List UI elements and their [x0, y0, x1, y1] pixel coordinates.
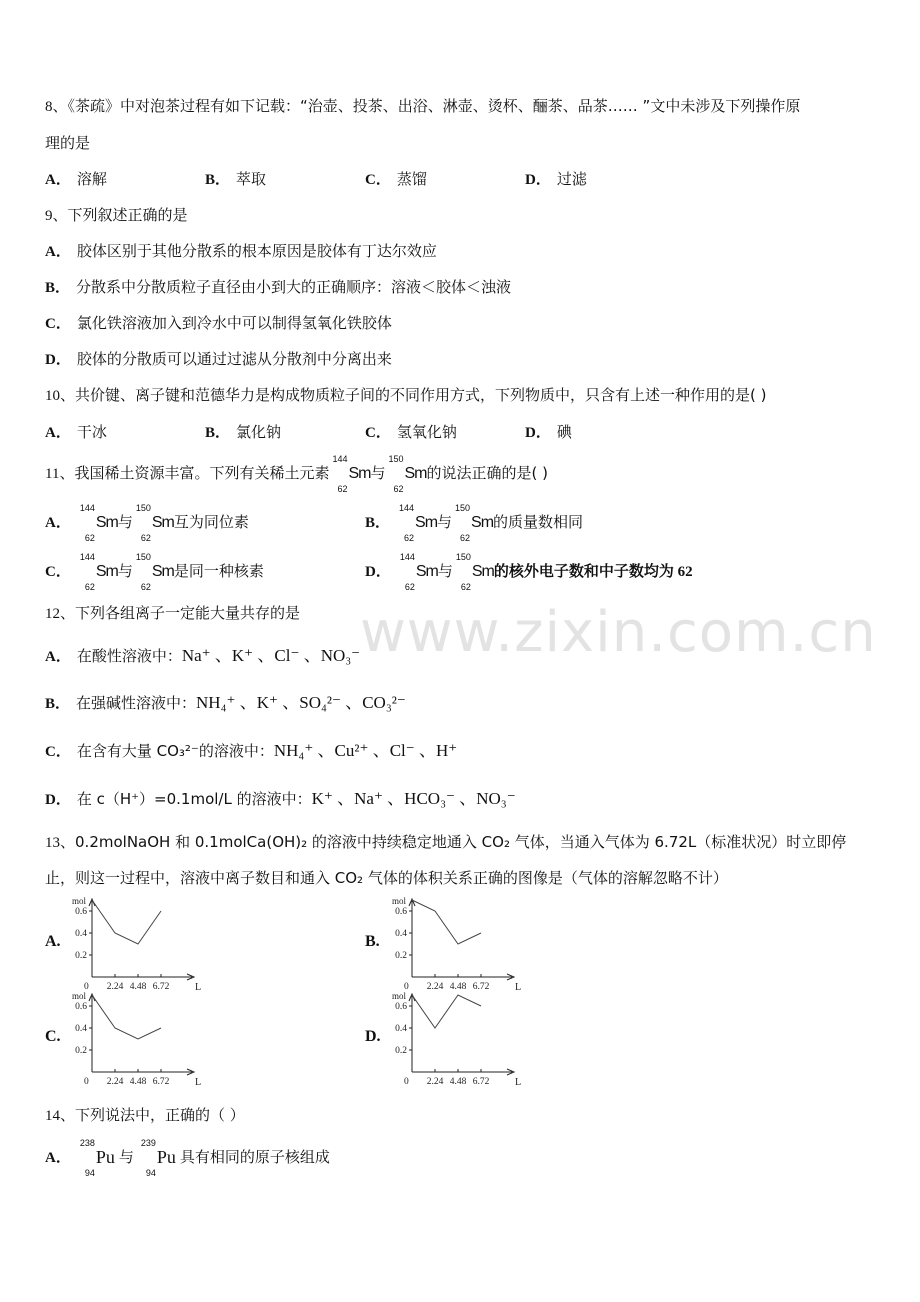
question-text: 理的是 — [45, 134, 91, 152]
atomic-number: 62 — [337, 484, 348, 494]
mass-number: 144 — [79, 503, 95, 513]
option-label: B． — [45, 696, 71, 712]
option-label: B． — [45, 280, 71, 296]
option-text: 的质量数相同 — [493, 513, 584, 531]
atomic-number: 62 — [460, 533, 471, 543]
option-text: 碘 — [556, 423, 572, 441]
atomic-number: 62 — [140, 582, 151, 592]
q11-option-a[interactable] — [45, 503, 249, 543]
svg-text:4.48: 4.48 — [449, 982, 467, 990]
q14-option-a[interactable] — [45, 1138, 330, 1178]
nuclide-sm-150 — [385, 454, 427, 494]
q11-option-b[interactable] — [365, 503, 584, 543]
option-text: 过滤 — [556, 170, 587, 188]
q12-option-d[interactable] — [45, 789, 516, 810]
connector-text: 与 — [117, 513, 133, 531]
svg-text:0: 0 — [84, 1077, 89, 1085]
option-label: B． — [205, 172, 231, 188]
svg-text:L: L — [515, 1077, 522, 1085]
option-label: B. — [365, 933, 380, 950]
q10-option-a[interactable] — [45, 422, 107, 443]
option-label: A． — [45, 425, 71, 441]
option-label: A． — [45, 172, 71, 188]
nuclide-sm-150 — [133, 503, 174, 543]
option-label: A． — [45, 649, 71, 665]
option-text: 是同一种核素 — [173, 562, 264, 580]
question-text: 共价键、离子键和范德华力是构成物质粒子间的不同作用方式，下列物质中，只含有上述一种作用的是( ) — [75, 386, 767, 404]
svg-text:2.24: 2.24 — [106, 982, 124, 990]
atomic-number: 94 — [145, 1168, 156, 1178]
option-label: C． — [45, 564, 71, 580]
ion-list: NH₄⁺ 、K⁺ 、SO₄²⁻ 、CO₃²⁻ — [196, 693, 406, 712]
svg-text:mol: mol — [72, 991, 87, 1001]
q8-option-b[interactable] — [205, 169, 266, 190]
q10-option-d[interactable] — [525, 422, 572, 443]
question-13-stem — [45, 832, 846, 853]
atomic-number: 62 — [140, 533, 151, 543]
option-label: C． — [45, 744, 71, 760]
svg-text:2.24: 2.24 — [426, 982, 444, 990]
question-number: 13、 — [45, 835, 76, 851]
option-text: 互为同位素 — [173, 513, 249, 531]
option-label: C． — [365, 172, 391, 188]
svg-text:L: L — [515, 982, 522, 990]
option-text: 在含有大量 CO₃²⁻的溶液中： — [76, 742, 274, 760]
mass-number: 144 — [332, 454, 348, 464]
question-number: 11、 — [45, 466, 75, 482]
option-label: D． — [525, 425, 551, 441]
question-12-stem — [45, 603, 300, 624]
svg-text:2.24: 2.24 — [426, 1077, 444, 1085]
ion-list: NH₄⁺ 、Cu²⁺ 、Cl⁻ 、H⁺ — [273, 741, 458, 760]
mass-number: 239 — [140, 1138, 156, 1148]
svg-text:2.24: 2.24 — [106, 1077, 124, 1085]
mass-number: 144 — [399, 552, 415, 562]
option-label: D． — [45, 792, 71, 808]
atomic-number: 62 — [404, 533, 415, 543]
q11-option-d[interactable] — [365, 552, 693, 592]
option-text: 氢氧化钠 — [396, 423, 457, 441]
q12-option-a[interactable] — [45, 646, 360, 667]
option-text: 在酸性溶液中： — [76, 647, 182, 665]
question-number: 8、 — [45, 99, 68, 115]
q12-option-c[interactable] — [45, 741, 457, 762]
question-14-stem — [45, 1105, 245, 1126]
svg-text:0.6: 0.6 — [395, 1002, 407, 1012]
nuclide-sm-150 — [452, 503, 494, 543]
option-text: 在 c（H⁺）=0.1mol/L 的溶液中： — [76, 790, 312, 808]
svg-text:0.2: 0.2 — [395, 1046, 407, 1056]
mass-number: 144 — [79, 552, 95, 562]
question-10-stem — [45, 385, 767, 406]
option-label: A． — [45, 244, 71, 260]
svg-text:0.2: 0.2 — [75, 951, 87, 961]
element-symbol: Sm — [95, 563, 118, 580]
line-chart — [67, 990, 217, 1085]
option-text: 胶体区别于其他分散系的根本原因是胶体有丁达尔效应 — [76, 242, 437, 260]
q8-option-c[interactable] — [365, 169, 427, 190]
svg-text:0.6: 0.6 — [395, 907, 407, 917]
connector-text: 与 — [117, 562, 133, 580]
svg-text:4.48: 4.48 — [129, 982, 147, 990]
element-symbol: Sm — [471, 563, 494, 580]
option-label: D． — [365, 564, 391, 580]
q9-option-a[interactable] — [45, 241, 437, 262]
mass-number: 150 — [135, 552, 151, 562]
question-number: 9、 — [45, 208, 68, 224]
nuclide-sm-144 — [77, 552, 118, 592]
option-label: D． — [525, 172, 551, 188]
option-label: B． — [365, 515, 391, 531]
question-9-stem — [45, 205, 188, 226]
svg-text:0.6: 0.6 — [75, 907, 87, 917]
question-text: 止，则这一过程中，溶液中离子数目和通入 CO₂ 气体的体积关系正确的图像是（气体的溶解忽略不计） — [45, 869, 728, 887]
question-8-stem — [45, 96, 800, 117]
option-label: C． — [45, 316, 71, 332]
q9-option-c[interactable] — [45, 313, 392, 334]
option-text: 具有相同的原子核组成 — [179, 1148, 330, 1166]
svg-text:6.72: 6.72 — [152, 1077, 170, 1085]
question-text: 我国稀土资源丰富。下列有关稀土元素 — [74, 464, 330, 482]
svg-text:0.4: 0.4 — [75, 929, 87, 939]
q9-option-d[interactable] — [45, 349, 392, 370]
element-symbol: Sm — [415, 514, 438, 531]
svg-text:0.4: 0.4 — [75, 1024, 87, 1034]
connector-text: 与 — [118, 1148, 134, 1166]
question-number: 12、 — [45, 606, 76, 622]
option-text: 分散系中分散质粒子直径由小到大的正确顺序：溶液＜胶体＜浊液 — [76, 278, 512, 296]
element-symbol: Sm — [348, 465, 371, 482]
question-11-stem — [45, 454, 548, 494]
question-number: 10、 — [45, 388, 76, 404]
mass-number: 238 — [79, 1138, 95, 1148]
question-text: 《茶疏》中对泡茶过程有如下记载：“治壶、投茶、出浴、淋壶、烫杯、酾茶、品茶…… ”文中未涉及下列操作原 — [67, 97, 801, 115]
option-text: 干冰 — [76, 423, 107, 441]
watermark: www.zixin.com.cn — [360, 600, 877, 665]
nuclide-sm-150 — [453, 552, 494, 592]
connector-text: 与 — [370, 464, 386, 482]
option-label: A． — [45, 1150, 71, 1166]
ion-list: Na⁺ 、K⁺ 、Cl⁻ 、NO₃⁻ — [181, 646, 361, 665]
atomic-number: 62 — [84, 533, 95, 543]
svg-text:0: 0 — [84, 982, 89, 990]
question-8-stem-cont — [45, 133, 90, 153]
question-text: 下列叙述正确的是 — [67, 206, 188, 224]
svg-text:0: 0 — [404, 982, 409, 990]
q12-option-b[interactable] — [45, 693, 406, 714]
question-text: 的说法正确的是( ) — [426, 464, 548, 482]
option-label: A． — [45, 515, 71, 531]
svg-text:6.72: 6.72 — [152, 982, 170, 990]
mass-number: 144 — [398, 503, 415, 513]
question-text: 下列各组离子一定能大量共存的是 — [75, 604, 301, 622]
element-symbol: Sm — [415, 563, 438, 580]
mass-number: 150 — [135, 503, 151, 513]
nuclide-sm-150 — [133, 552, 174, 592]
q8-option-a[interactable] — [45, 169, 107, 190]
question-13-stem-cont — [45, 868, 728, 888]
nuclide-pu-238 — [77, 1138, 115, 1178]
svg-text:L: L — [195, 982, 202, 990]
atomic-number: 62 — [393, 484, 404, 494]
mass-number: 150 — [455, 552, 471, 562]
question-text: 0.2molNaOH 和 0.1molCa(OH)₂ 的溶液中持续稳定地通入 CO₂ 气体，当通入气体为 6.72L（标准状况）时立即停 — [75, 833, 847, 851]
atomic-number: 62 — [84, 582, 95, 592]
svg-text:0.4: 0.4 — [395, 1024, 407, 1034]
atomic-number: 94 — [84, 1168, 95, 1178]
nuclide-pu-239 — [138, 1138, 176, 1178]
svg-text:mol: mol — [392, 896, 407, 906]
svg-text:0.4: 0.4 — [395, 929, 407, 939]
option-label: A. — [45, 933, 61, 950]
q9-option-b[interactable] — [45, 277, 511, 298]
atomic-number: 62 — [460, 582, 471, 592]
option-text: 在强碱性溶液中： — [76, 694, 197, 712]
q10-option-c[interactable] — [365, 422, 457, 443]
line-chart — [387, 895, 537, 990]
option-text: 溶解 — [76, 170, 107, 188]
ion-list: K⁺ 、Na⁺ 、HCO₃⁻ 、NO₃⁻ — [311, 789, 516, 808]
mass-number: 150 — [455, 503, 471, 513]
option-label: D． — [45, 352, 71, 368]
option-text: 蒸馏 — [396, 170, 427, 188]
element-symbol: Pu — [156, 1147, 176, 1167]
option-label: C. — [45, 1028, 61, 1045]
line-chart — [67, 895, 217, 990]
element-symbol: Sm — [404, 465, 427, 482]
nuclide-sm-144 — [77, 503, 118, 543]
element-symbol: Sm — [95, 514, 118, 531]
svg-text:4.48: 4.48 — [129, 1077, 147, 1085]
q10-option-b[interactable] — [205, 422, 281, 443]
option-text: 萃取 — [236, 170, 267, 188]
nuclide-sm-144 — [397, 552, 438, 592]
svg-text:4.48: 4.48 — [449, 1077, 467, 1085]
option-text: 氯化钠 — [236, 423, 282, 441]
svg-text:0.2: 0.2 — [395, 951, 407, 961]
svg-text:mol: mol — [392, 991, 407, 1001]
svg-text:6.72: 6.72 — [472, 1077, 490, 1085]
option-text: 胶体的分散质可以通过过滤从分散剂中分离出来 — [76, 350, 392, 368]
svg-text:0.2: 0.2 — [75, 1046, 87, 1056]
svg-text:0.6: 0.6 — [75, 1002, 87, 1012]
element-symbol: Sm — [151, 514, 174, 531]
option-label: C． — [365, 425, 391, 441]
option-label: B． — [205, 425, 231, 441]
q11-option-c[interactable] — [45, 552, 264, 592]
line-chart — [387, 990, 537, 1085]
svg-text:L: L — [195, 1077, 202, 1085]
question-text: 下列说法中，正确的（ ） — [75, 1106, 245, 1124]
atomic-number: 62 — [404, 582, 415, 592]
svg-text:mol: mol — [72, 896, 87, 906]
element-symbol: Sm — [151, 563, 174, 580]
nuclide-sm-144 — [396, 503, 438, 543]
option-label: D. — [365, 1028, 381, 1045]
option-text: 氯化铁溶液加入到冷水中可以制得氢氧化铁胶体 — [76, 314, 392, 332]
element-symbol: Sm — [471, 514, 494, 531]
mass-number: 150 — [388, 454, 404, 464]
connector-text: 与 — [437, 513, 453, 531]
question-number: 14、 — [45, 1108, 76, 1124]
svg-text:0: 0 — [404, 1077, 409, 1085]
svg-text:6.72: 6.72 — [472, 982, 490, 990]
q8-option-d[interactable] — [525, 169, 587, 190]
nuclide-sm-144 — [329, 454, 371, 494]
connector-text: 与 — [437, 562, 453, 580]
option-text: 的核外电子数和中子数均为 62 — [493, 564, 693, 580]
element-symbol: Pu — [95, 1147, 115, 1167]
